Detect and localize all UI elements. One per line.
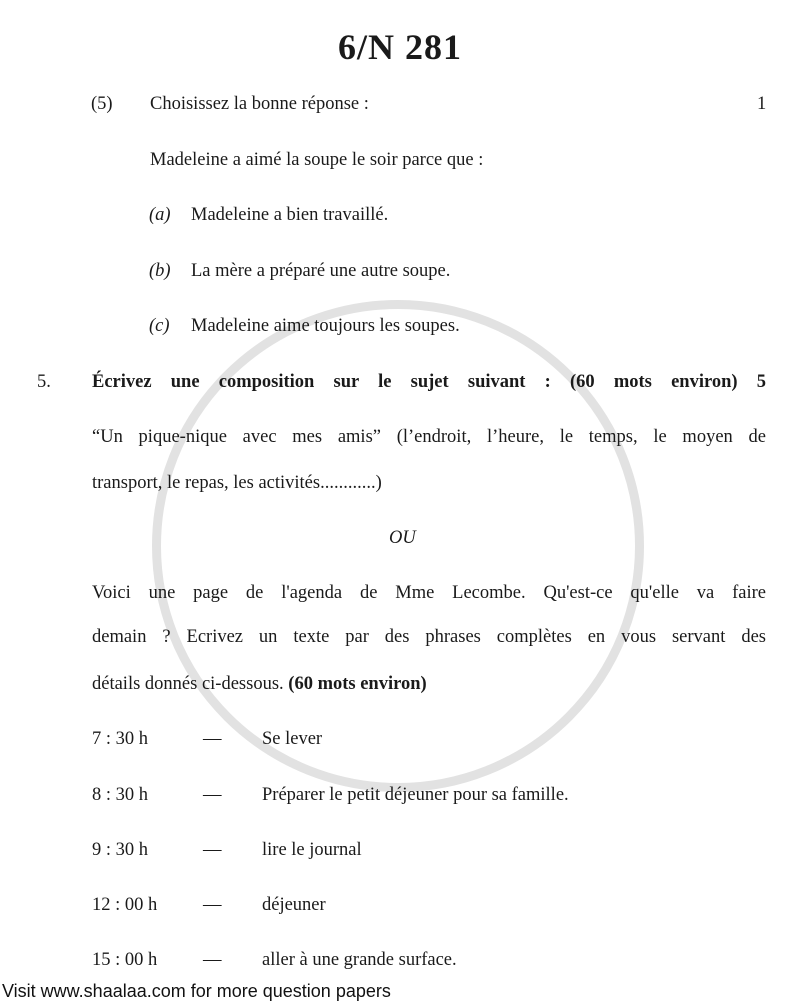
agenda-activity: lire le journal (262, 840, 362, 860)
option-text: Madeleine a bien travaillé. (191, 205, 389, 225)
question-number: 5. (37, 372, 51, 392)
agenda-dash: — (203, 950, 222, 970)
agenda-time: 8 : 30 h (92, 785, 149, 805)
topic-line: transport, le repas, les activités............) (92, 473, 382, 493)
alt-line-text: détails donnés ci-dessous. (92, 674, 284, 694)
alt-line: Voici une page de l'agenda de Mme Lecombe. Qu'est-ce qu'elle va faire (92, 583, 766, 603)
option-text: Madeleine aime toujours les soupes. (191, 316, 460, 336)
subquestion-stem: Madeleine a aimé la soupe le soir parce que : (150, 150, 484, 170)
or-separator: OU (389, 528, 416, 548)
word-count: (60 mots environ) (288, 674, 427, 694)
agenda-activity: Préparer le petit déjeuner pour sa famille. (262, 785, 569, 805)
alt-line (92, 673, 427, 695)
option-label: (b) (149, 261, 171, 281)
agenda-dash: — (203, 729, 222, 749)
agenda-activity: Se lever (262, 729, 323, 749)
agenda-time: 7 : 30 h (92, 729, 149, 749)
option-label: (c) (149, 316, 170, 336)
agenda-activity: aller à une grande surface. (262, 950, 457, 970)
agenda-activity: déjeuner (262, 895, 326, 915)
subquestion-marks: 1 (757, 94, 767, 114)
question-title: Écrivez une composition sur le sujet suivant : (60 mots environ) 5 (92, 372, 766, 392)
footer-link[interactable]: Visit www.shaalaa.com for more question papers (2, 981, 391, 1001)
subquestion-number: (5) (91, 94, 113, 114)
paper-code: 6/N 281 (338, 27, 462, 67)
option-label: (a) (149, 205, 171, 225)
agenda-time: 12 : 00 h (92, 895, 158, 915)
agenda-dash: — (203, 840, 222, 860)
option-text: La mère a préparé une autre soupe. (191, 261, 451, 281)
agenda-dash: — (203, 895, 222, 915)
alt-line: demain ? Ecrivez un texte par des phrases complètes en vous servant des (92, 627, 766, 647)
agenda-time: 15 : 00 h (92, 950, 158, 970)
subquestion-instruction: Choisissez la bonne réponse : (150, 94, 369, 114)
agenda-time: 9 : 30 h (92, 840, 149, 860)
agenda-dash: — (203, 785, 222, 805)
topic-line: “Un pique-nique avec mes amis” (l’endroit, l’heure, le temps, le moyen de (92, 427, 766, 447)
